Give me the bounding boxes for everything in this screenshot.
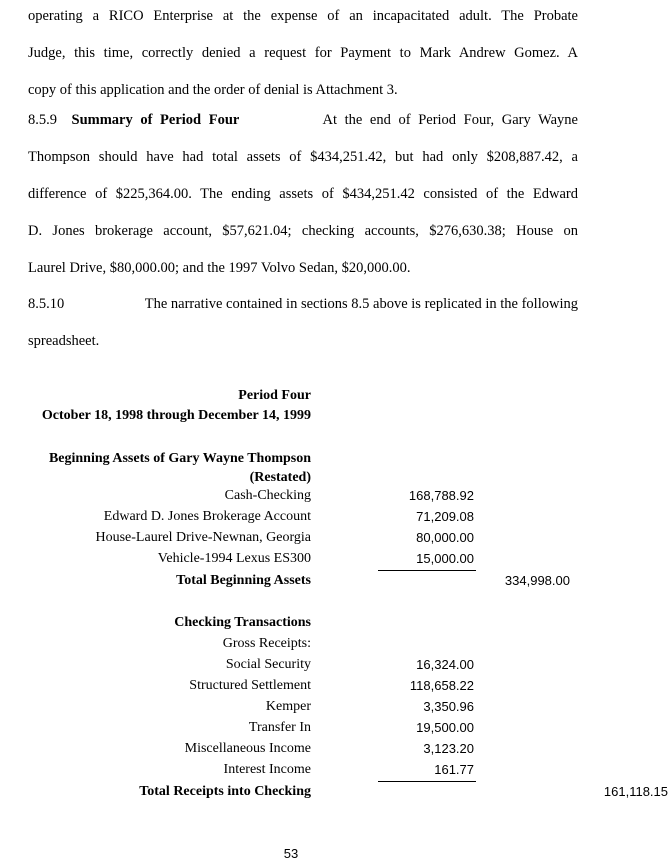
section-number: 8.5.9: [28, 112, 57, 128]
paragraph-line: spreadsheet.: [28, 333, 100, 349]
beginning-assets-heading: Beginning Assets of Gary Wayne Thompson: [48, 451, 311, 466]
paragraph-line: Judge, this time, correctly denied a request for Payment to Mark Andrew Gomez. A: [28, 45, 578, 61]
receipt-label: Miscellaneous Income: [184, 741, 311, 756]
receipt-label: Structured Settlement: [189, 678, 311, 693]
page-number: 53: [283, 846, 299, 861]
gross-receipts-label: Gross Receipts:: [222, 636, 311, 651]
section-heading: Summary of Period Four: [71, 112, 240, 128]
paragraph-line: At the end of Period Four, Gary Wayne: [322, 112, 578, 128]
paragraph-line: operating a RICO Enterprise at the expense of an incapacitated adult. The Probate: [28, 8, 578, 24]
spreadsheet-date-range: October 18, 1998 through December 14, 1999: [41, 408, 311, 423]
receipt-value: 118,658.22: [409, 678, 474, 693]
receipt-value: 3,123.20: [423, 741, 474, 756]
section-8-5-10-first-line: [28, 295, 578, 313]
section-8-5-9-first-line: [28, 111, 578, 129]
asset-label: Cash-Checking: [224, 488, 311, 503]
receipt-value: 19,500.00: [416, 720, 474, 735]
paragraph-line: Laurel Drive, $80,000.00; and the 1997 Volvo Sedan, $20,000.00.: [28, 260, 411, 276]
total-receipts-label: Total Receipts into Checking: [139, 784, 311, 799]
asset-value: 71,209.08: [416, 509, 474, 524]
asset-value: 80,000.00: [416, 530, 474, 545]
asset-label: House-Laurel Drive-Newnan, Georgia: [95, 530, 311, 545]
receipt-label: Kemper: [265, 699, 311, 714]
spreadsheet-title: Period Four: [238, 388, 311, 403]
asset-value: 15,000.00: [416, 551, 474, 566]
subtotal-rule: [378, 570, 476, 571]
paragraph-line: D. Jones brokerage account, $57,621.04; checking accounts, $276,630.38; House on: [28, 223, 578, 239]
asset-value: 168,788.92: [408, 488, 474, 503]
receipt-value: 161.77: [434, 762, 474, 777]
checking-transactions-heading: Checking Transactions: [174, 615, 311, 630]
asset-label: Edward D. Jones Brokerage Account: [103, 509, 311, 524]
section-number: 8.5.10: [28, 296, 65, 312]
receipt-value: 3,350.96: [423, 699, 474, 714]
receipt-label: Interest Income: [223, 762, 311, 777]
total-beginning-assets-value: 334,998.00: [504, 573, 570, 588]
receipt-label: Social Security: [225, 657, 311, 672]
paragraph-line: Thompson should have had total assets of $434,251.42, but had only $208,887.42, a: [28, 149, 578, 165]
paragraph-line: difference of $225,364.00. The ending assets of $434,251.42 consisted of the Edward: [28, 186, 578, 202]
total-beginning-assets-label: Total Beginning Assets: [176, 573, 311, 588]
subtotal-rule: [378, 781, 476, 782]
asset-label: Vehicle-1994 Lexus ES300: [157, 551, 311, 566]
beginning-assets-subheading: (Restated): [249, 470, 311, 485]
paragraph-line: The narrative contained in sections 8.5 above is replicated in the following: [144, 296, 578, 312]
receipt-label: Transfer In: [248, 720, 311, 735]
paragraph-line: copy of this application and the order of denial is Attachment 3.: [28, 82, 398, 98]
receipt-value: 16,324.00: [416, 657, 474, 672]
total-receipts-value: 161,118.15: [603, 784, 668, 799]
